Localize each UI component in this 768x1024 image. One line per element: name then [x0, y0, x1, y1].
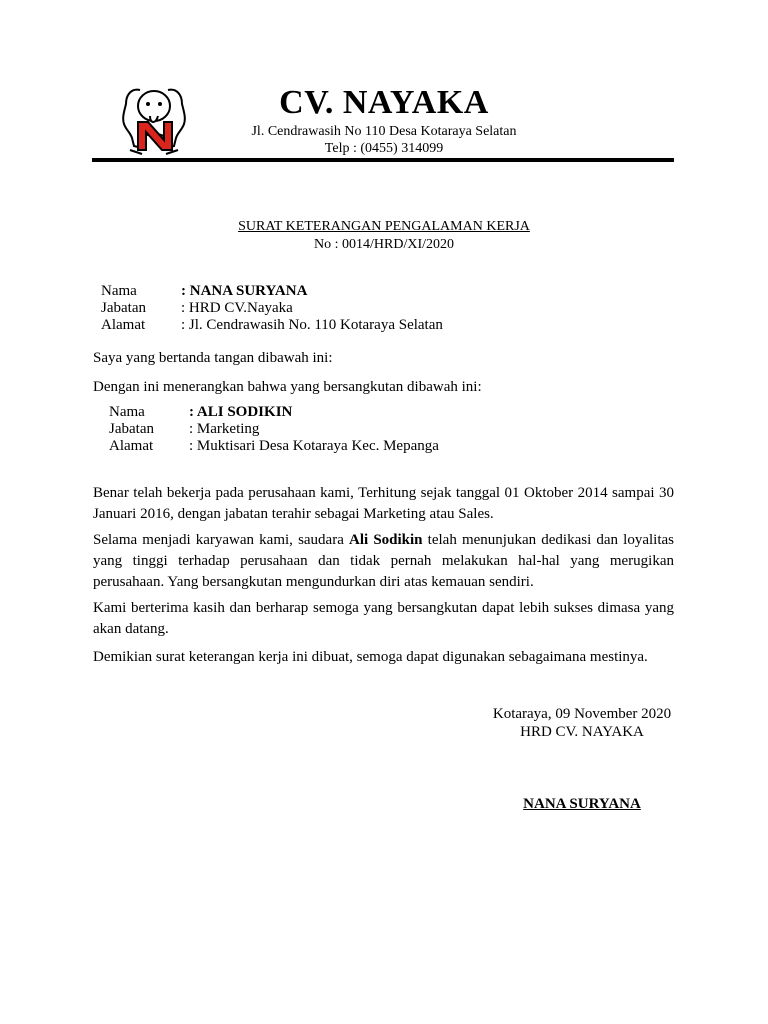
signer-address-label: Alamat: [101, 317, 146, 333]
signer-details: [101, 283, 601, 337]
signer-name: NANA SURYANA: [523, 796, 641, 812]
signer-role: HRD CV. NAYAKA: [520, 724, 644, 740]
intro-line-1: Saya yang bertanda tangan dibawah ini:: [93, 350, 333, 366]
signer-position-label: Jabatan: [101, 300, 146, 316]
employee-details: [109, 404, 609, 458]
employee-position-label: Jabatan: [109, 421, 154, 437]
signer-name-label: Nama: [101, 283, 137, 299]
employee-address-value: : Muktisari Desa Kotaraya Kec. Mepanga: [189, 438, 439, 454]
signer-address-value: : Jl. Cendrawasih No. 110 Kotaraya Selatan: [181, 317, 443, 333]
intro-line-2: Dengan ini menerangkan bahwa yang bersangkutan dibawah ini:: [93, 379, 482, 395]
place-date: Kotaraya, 09 November 2020: [492, 706, 672, 722]
company-name: CV. NAYAKA: [279, 84, 489, 121]
header-divider: [92, 158, 674, 162]
body-paragraph-4: Demikian surat keterangan kerja ini dibuat, semoga dapat digunakan sebagaimana mestinya.: [93, 649, 648, 665]
document-title: SURAT KETERANGAN PENGALAMAN KERJA: [238, 219, 530, 234]
employee-name-value: : ALI SODIKIN: [189, 404, 293, 420]
document-number: No : 0014/HRD/XI/2020: [314, 237, 454, 252]
p2-before: Selama menjadi karyawan kami, saudara: [93, 532, 344, 548]
employee-name-inline: Ali Sodikin: [349, 532, 423, 548]
employee-address-label: Alamat: [109, 438, 154, 454]
employee-name-label: Nama: [109, 404, 145, 420]
body-paragraph-1: Benar telah bekerja pada perusahaan kami, Terhitung sejak tanggal 01 Oktober 2014 sampai 30 Januari 2016, dengan jabatan terahir sebagai Marketing atau Sales.: [93, 485, 674, 522]
company-address: Jl. Cendrawasih No 110 Desa Kotaraya Selatan: [251, 124, 517, 139]
signer-name-value: : NANA SURYANA: [181, 283, 308, 299]
p2-after: telah menunjukan dedikasi dan loyalitas yang tinggi terhadap perusahaan dan tidak pernah melakukan hal-hal yang merugikan perusahaan. Yang bersangkutan mengundurkan diri atas kemauan sendiri.: [93, 532, 674, 590]
company-phone: Telp : (0455) 314099: [324, 141, 444, 156]
signer-position-value: : HRD CV.Nayaka: [181, 300, 293, 316]
employee-position-value: : Marketing: [189, 421, 260, 437]
body-paragraph-3: Kami berterima kasih dan berharap semoga yang bersangkutan dapat lebih sukses dimasa yang akan datang.: [93, 600, 674, 637]
body-paragraph-2: [93, 530, 674, 593]
